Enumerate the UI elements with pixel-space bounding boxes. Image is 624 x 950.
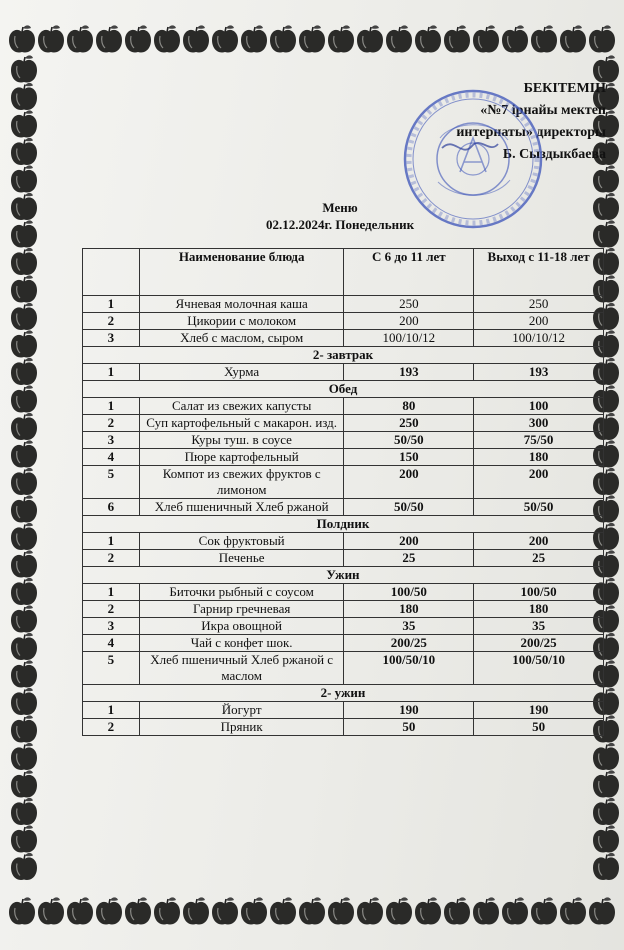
section-title: Ужин <box>83 567 604 584</box>
table-row <box>83 330 604 347</box>
dish-name-cell: Хлеб пшеничный Хлеб ржаной <box>139 499 344 516</box>
portion-6-11-cell: 180 <box>344 601 474 618</box>
table-row <box>83 296 604 313</box>
number-cell: 4 <box>83 449 140 466</box>
dish-name-cell: Биточки рыбный с соусом <box>139 584 344 601</box>
portion-6-11-cell: 50/50 <box>344 499 474 516</box>
number-cell: 5 <box>83 466 140 499</box>
portion-11-18-cell: 50 <box>474 719 604 736</box>
table-row <box>83 584 604 601</box>
portion-6-11-cell: 25 <box>344 550 474 567</box>
portion-6-11-cell: 200 <box>344 466 474 499</box>
table-row <box>83 398 604 415</box>
section-title: 2- ужин <box>83 685 604 702</box>
portion-6-11-cell: 200/25 <box>344 635 474 652</box>
table-row <box>83 702 604 719</box>
portion-6-11-cell: 193 <box>344 364 474 381</box>
header-age-11-18: Выход с 11-18 лет <box>474 249 604 296</box>
dish-name-cell: Салат из свежих капусты <box>139 398 344 415</box>
section-header-row <box>83 347 604 364</box>
table-row <box>83 550 604 567</box>
number-cell: 1 <box>83 364 140 381</box>
dish-name-cell: Суп картофельный с макарон. изд. <box>139 415 344 432</box>
number-cell: 2 <box>83 719 140 736</box>
menu-title: Меню <box>322 200 358 215</box>
dish-name-cell: Гарнир гречневая <box>139 601 344 618</box>
portion-11-18-cell: 180 <box>474 449 604 466</box>
section-header-row <box>83 516 604 533</box>
portion-11-18-cell: 250 <box>474 296 604 313</box>
number-cell: 3 <box>83 618 140 635</box>
dish-name-cell: Куры туш. в соусе <box>139 432 344 449</box>
table-row <box>83 449 604 466</box>
table-row <box>83 533 604 550</box>
menu-table <box>82 248 604 736</box>
table-row <box>83 618 604 635</box>
dish-name-cell: Хлеб пшеничный Хлеб ржаной с маслом <box>139 652 344 685</box>
portion-11-18-cell: 180 <box>474 601 604 618</box>
header-age-6-11: С 6 до 11 лет <box>344 249 474 296</box>
dish-name-cell: Печенье <box>139 550 344 567</box>
section-title: Полдник <box>83 516 604 533</box>
number-cell: 6 <box>83 499 140 516</box>
portion-11-18-cell: 300 <box>474 415 604 432</box>
portion-11-18-cell: 193 <box>474 364 604 381</box>
dish-name-cell: Хурма <box>139 364 344 381</box>
number-cell: 2 <box>83 550 140 567</box>
dish-name-cell: Хлеб с маслом, сыром <box>139 330 344 347</box>
portion-6-11-cell: 35 <box>344 618 474 635</box>
portion-6-11-cell: 190 <box>344 702 474 719</box>
table-row <box>83 313 604 330</box>
number-cell: 1 <box>83 533 140 550</box>
menu-date: 02.12.2024г. Понедельник <box>265 217 415 232</box>
table-row <box>83 719 604 736</box>
number-cell: 1 <box>83 584 140 601</box>
dish-name-cell: Пюре картофельный <box>139 449 344 466</box>
number-cell: 2 <box>83 415 140 432</box>
approval-position: интернаты» директоры <box>456 125 606 140</box>
dish-name-cell: Чай с конфет шок. <box>139 635 344 652</box>
portion-6-11-cell: 100/50 <box>344 584 474 601</box>
portion-11-18-cell: 100/50 <box>474 584 604 601</box>
number-cell: 1 <box>83 296 140 313</box>
number-cell: 1 <box>83 702 140 719</box>
portion-6-11-cell: 100/10/12 <box>344 330 474 347</box>
number-cell: 2 <box>83 313 140 330</box>
header-dish-name: Наименование блюда <box>139 249 344 296</box>
header-number <box>83 249 140 296</box>
dish-name-cell: Пряник <box>139 719 344 736</box>
approval-school: «№7 ірнайы мектеп <box>480 103 606 118</box>
table-row <box>83 635 604 652</box>
portion-11-18-cell: 100 <box>474 398 604 415</box>
section-header-row <box>83 685 604 702</box>
portion-6-11-cell: 200 <box>344 533 474 550</box>
table-row <box>83 652 604 685</box>
portion-6-11-cell: 200 <box>344 313 474 330</box>
portion-6-11-cell: 250 <box>344 296 474 313</box>
number-cell: 2 <box>83 601 140 618</box>
portion-6-11-cell: 50/50 <box>344 432 474 449</box>
portion-11-18-cell: 25 <box>474 550 604 567</box>
portion-6-11-cell: 150 <box>344 449 474 466</box>
section-header-row <box>83 381 604 398</box>
table-row <box>83 466 604 499</box>
dish-name-cell: Компот из свежих фруктов с лимоном <box>139 466 344 499</box>
portion-11-18-cell: 200 <box>474 313 604 330</box>
number-cell: 4 <box>83 635 140 652</box>
dish-name-cell: Йогурт <box>139 702 344 719</box>
portion-11-18-cell: 100/50/10 <box>474 652 604 685</box>
table-header-row <box>83 249 604 296</box>
portion-6-11-cell: 50 <box>344 719 474 736</box>
approval-title: БЕКІТЕМІН <box>523 81 606 96</box>
portion-11-18-cell: 100/10/12 <box>474 330 604 347</box>
section-header-row <box>83 567 604 584</box>
portion-6-11-cell: 250 <box>344 415 474 432</box>
table-row <box>83 415 604 432</box>
portion-11-18-cell: 50/50 <box>474 499 604 516</box>
portion-11-18-cell: 35 <box>474 618 604 635</box>
section-title: 2- завтрак <box>83 347 604 364</box>
dish-name-cell: Ячневая молочная каша <box>139 296 344 313</box>
number-cell: 3 <box>83 432 140 449</box>
portion-11-18-cell: 200 <box>474 466 604 499</box>
portion-11-18-cell: 75/50 <box>474 432 604 449</box>
dish-name-cell: Икра овощной <box>139 618 344 635</box>
table-row <box>83 432 604 449</box>
dish-name-cell: Цикории с молоком <box>139 313 344 330</box>
portion-6-11-cell: 80 <box>344 398 474 415</box>
number-cell: 1 <box>83 398 140 415</box>
portion-11-18-cell: 200 <box>474 533 604 550</box>
dish-name-cell: Сок фруктовый <box>139 533 344 550</box>
section-title: Обед <box>83 381 604 398</box>
table-row <box>83 601 604 618</box>
portion-6-11-cell: 100/50/10 <box>344 652 474 685</box>
menu-title-block <box>0 199 624 233</box>
number-cell: 5 <box>83 652 140 685</box>
table-row <box>83 499 604 516</box>
portion-11-18-cell: 200/25 <box>474 635 604 652</box>
table-row <box>83 364 604 381</box>
approval-director-name: Б. Сыздыкбаева <box>502 147 606 162</box>
portion-11-18-cell: 190 <box>474 702 604 719</box>
number-cell: 3 <box>83 330 140 347</box>
